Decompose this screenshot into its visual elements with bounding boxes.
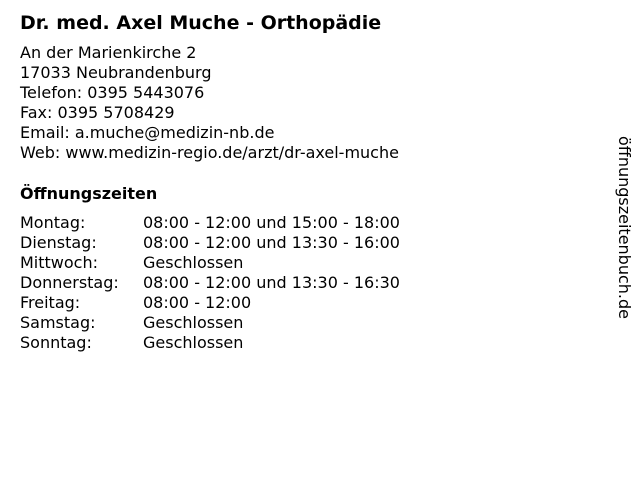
day-hours: Geschlossen [143, 333, 244, 352]
email-line: Email: a.muche@medizin-nb.de [20, 123, 275, 142]
day-label: Freitag: [20, 293, 81, 312]
hours-row-friday [20, 293, 400, 313]
day-hours: Geschlossen [143, 313, 244, 332]
day-hours: Geschlossen [143, 253, 244, 272]
site-watermark: öffnungszeitenbuch.de [615, 136, 634, 319]
hours-row-thursday [20, 273, 400, 293]
day-label: Donnerstag: [20, 273, 119, 292]
day-label: Samstag: [20, 313, 96, 332]
hours-row-monday [20, 213, 400, 233]
address-street: An der Marienkirche 2 [20, 43, 197, 62]
web-line: Web: www.medizin-regio.de/arzt/dr-axel-muche [20, 143, 399, 162]
contact-block [20, 43, 399, 163]
day-label: Dienstag: [20, 233, 97, 252]
fax-line: Fax: 0395 5708429 [20, 103, 175, 122]
phone-line: Telefon: 0395 5443076 [20, 83, 205, 102]
opening-hours-heading: Öffnungszeiten [20, 184, 158, 203]
day-hours: 08:00 - 12:00 [143, 293, 252, 312]
opening-hours-table [20, 213, 400, 353]
hours-row-sunday [20, 333, 400, 353]
day-hours: 08:00 - 12:00 und 13:30 - 16:00 [143, 233, 400, 252]
day-label: Mittwoch: [20, 253, 98, 272]
day-hours: 08:00 - 12:00 und 13:30 - 16:30 [143, 273, 400, 292]
hours-row-saturday [20, 313, 400, 333]
day-label: Montag: [20, 213, 86, 232]
hours-row-wednesday [20, 253, 400, 273]
day-label: Sonntag: [20, 333, 92, 352]
page-title: Dr. med. Axel Muche - Orthopädie [20, 12, 382, 34]
hours-row-tuesday [20, 233, 400, 253]
address-city: 17033 Neubrandenburg [20, 63, 212, 82]
day-hours: 08:00 - 12:00 und 15:00 - 18:00 [143, 213, 400, 232]
